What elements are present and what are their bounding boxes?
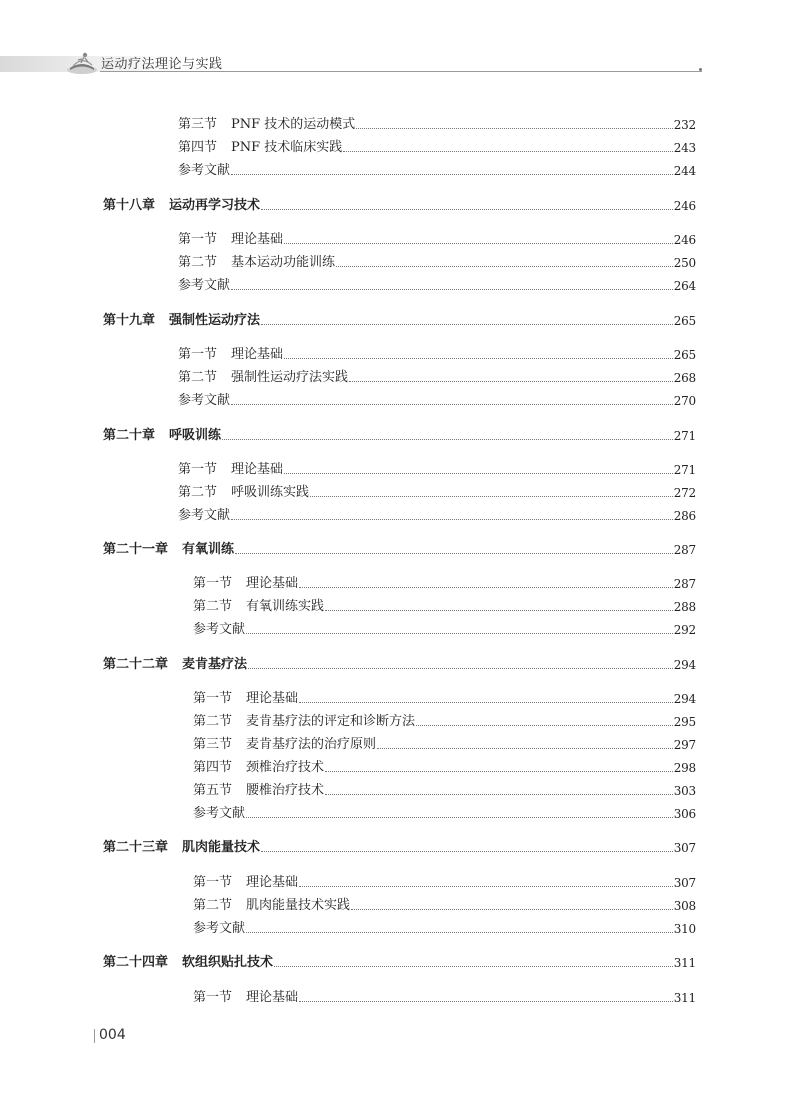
toc-page-number: 271 [673, 463, 696, 477]
dot-leader [235, 552, 673, 554]
toc-page-number: 232 [673, 118, 696, 132]
dot-leader [325, 770, 673, 772]
toc-label: 第二十一章 [103, 542, 169, 557]
toc-title: 软组织贴扎技术 [182, 955, 274, 970]
toc-page-number: 306 [673, 807, 696, 821]
toc-title: 基本运动功能训练 [231, 255, 336, 270]
toc-title: 麦肯基疗法 [182, 657, 248, 672]
toc-page-number: 287 [673, 577, 696, 591]
toc-references-row[interactable] [193, 802, 696, 822]
dot-leader [310, 495, 673, 497]
toc-section-row[interactable] [193, 710, 696, 730]
toc-title: PNF 技术的运动模式 [231, 117, 356, 132]
toc-page-number: 268 [673, 371, 696, 385]
toc-page-number: 246 [673, 233, 696, 247]
dot-leader [231, 173, 673, 175]
dot-leader [248, 667, 673, 669]
toc-section-row[interactable] [178, 481, 696, 501]
toc-title: 呼吸训练 [169, 428, 222, 443]
toc-chapter-row[interactable] [103, 653, 696, 673]
toc-label: 参考文献 [178, 163, 231, 178]
toc-section-row[interactable] [193, 733, 696, 753]
toc-label: 第二十章 [103, 428, 156, 443]
toc-label: 第四节 [193, 760, 233, 775]
footer-mark [94, 1029, 95, 1043]
toc-title: 麦肯基疗法的评定和诊断方法 [246, 714, 416, 729]
toc-section-row[interactable] [178, 136, 696, 156]
toc-title: 腰椎治疗技术 [246, 783, 325, 798]
toc-label: 参考文献 [178, 393, 231, 408]
dot-leader [349, 380, 673, 382]
toc-label: 第二十四章 [103, 955, 169, 970]
dot-leader [377, 747, 673, 749]
toc-page-number: 250 [673, 256, 696, 270]
toc-label: 第四节 [178, 140, 218, 155]
toc-section-row[interactable] [178, 113, 696, 133]
toc-section-row[interactable] [178, 228, 696, 248]
toc-label: 参考文献 [193, 921, 246, 936]
dot-leader [261, 323, 673, 325]
dot-leader [351, 908, 673, 910]
dot-leader [246, 931, 673, 933]
toc-title: 有氧训练 [182, 542, 235, 557]
dot-leader [222, 438, 673, 440]
dot-leader [284, 357, 673, 359]
toc-label: 第二节 [193, 714, 233, 729]
toc-page-number: 272 [673, 486, 696, 500]
toc-label: 第一节 [193, 576, 233, 591]
toc-page-number: 287 [673, 543, 696, 557]
toc-title: 理论基础 [246, 691, 299, 706]
toc-section-row[interactable] [193, 572, 696, 592]
toc-section-row[interactable] [193, 779, 696, 799]
toc-page-number: 292 [673, 623, 696, 637]
toc-chapter-row[interactable] [103, 309, 696, 329]
dot-leader [416, 724, 673, 726]
page-number: 004 [99, 1027, 126, 1043]
toc-page-number: 298 [673, 761, 696, 775]
toc-chapter-row[interactable] [103, 194, 696, 214]
toc-label: 第一节 [178, 347, 218, 362]
toc-label: 第二节 [193, 898, 233, 913]
dot-leader [231, 518, 673, 520]
dot-leader [246, 816, 673, 818]
toc-section-row[interactable] [193, 756, 696, 776]
toc-page-number: 286 [673, 509, 696, 523]
toc-label: 第一节 [193, 691, 233, 706]
toc-label: 第三节 [178, 117, 218, 132]
toc-references-row[interactable] [178, 159, 696, 179]
toc-title: 理论基础 [231, 462, 284, 477]
toc-title: PNF 技术临床实践 [231, 140, 343, 155]
toc-section-row[interactable] [178, 343, 696, 363]
toc-label: 第一节 [193, 875, 233, 890]
toc-page-number: 243 [673, 141, 696, 155]
dot-leader [299, 1000, 673, 1002]
toc-title: 肌肉能量技术实践 [246, 898, 351, 913]
dot-leader [299, 885, 673, 887]
dot-leader [299, 701, 673, 703]
toc-section-row[interactable] [193, 894, 696, 914]
toc-title: 肌肉能量技术 [182, 840, 261, 855]
toc-page-number: 265 [673, 314, 696, 328]
toc-label: 第二节 [178, 255, 218, 270]
toc-page-number: 246 [673, 199, 696, 213]
toc-section-row[interactable] [178, 251, 696, 271]
toc-title: 运动再学习技术 [169, 198, 261, 213]
toc-page-number: 288 [673, 600, 696, 614]
toc-chapter-row[interactable] [103, 424, 696, 444]
toc-title: 强制性运动疗法实践 [231, 370, 349, 385]
dot-leader [356, 127, 672, 129]
toc-page-number: 308 [673, 899, 696, 913]
toc-page-number: 303 [673, 784, 696, 798]
toc-page-number: 294 [673, 692, 696, 706]
toc-label: 第二节 [178, 485, 218, 500]
toc-page-number: 264 [673, 279, 696, 293]
toc-label: 第十九章 [103, 313, 156, 328]
toc-title: 理论基础 [246, 875, 299, 890]
dot-leader [231, 288, 673, 290]
toc-label: 参考文献 [178, 508, 231, 523]
toc-references-row[interactable] [178, 389, 696, 409]
toc-label: 第十八章 [103, 198, 156, 213]
toc-section-row[interactable] [193, 986, 696, 1006]
toc-page-number: 244 [673, 164, 696, 178]
dot-leader [299, 586, 673, 588]
toc-label: 第二节 [193, 599, 233, 614]
toc-label: 参考文献 [193, 622, 246, 637]
dot-leader [325, 609, 673, 611]
toc-title: 理论基础 [246, 576, 299, 591]
toc-page-number: 307 [673, 876, 696, 890]
toc-label: 第一节 [178, 462, 218, 477]
running-header-title: 运动疗法理论与实践 [101, 57, 223, 72]
toc-chapter-row[interactable] [103, 836, 696, 856]
toc-title: 理论基础 [231, 347, 284, 362]
toc-label: 第二十二章 [103, 657, 169, 672]
toc-label: 第二十三章 [103, 840, 169, 855]
toc-page-number: 311 [673, 956, 696, 970]
toc-section-row[interactable] [178, 458, 696, 478]
toc-references-row[interactable] [178, 504, 696, 524]
dot-leader [284, 242, 673, 244]
dot-leader [274, 965, 673, 967]
toc-title: 呼吸训练实践 [231, 485, 310, 500]
toc-references-row[interactable] [178, 274, 696, 294]
toc-label: 第一节 [178, 232, 218, 247]
toc-page-number: 265 [673, 348, 696, 362]
toc-page-number: 311 [673, 991, 696, 1005]
toc-page-number: 294 [673, 658, 696, 672]
toc-title: 有氧训练实践 [246, 599, 325, 614]
toc-label: 参考文献 [178, 278, 231, 293]
dot-leader [336, 265, 673, 267]
toc-section-row[interactable] [178, 366, 696, 386]
dot-leader [284, 472, 673, 474]
toc-section-row[interactable] [193, 595, 696, 615]
toc-page-number: 297 [673, 738, 696, 752]
dot-leader [231, 403, 673, 405]
toc-references-row[interactable] [193, 917, 696, 937]
toc-page-number: 307 [673, 841, 696, 855]
toc-label: 第三节 [193, 737, 233, 752]
toc-section-row[interactable] [193, 687, 696, 707]
toc-section-row[interactable] [193, 871, 696, 891]
dot-leader [261, 850, 673, 852]
toc-label: 第一节 [193, 990, 233, 1005]
toc-title: 理论基础 [231, 232, 284, 247]
toc-title: 理论基础 [246, 990, 299, 1005]
toc-title: 强制性运动疗法 [169, 313, 261, 328]
toc-page-number: 271 [673, 429, 696, 443]
toc-title: 麦肯基疗法的治疗原则 [246, 737, 377, 752]
dot-leader [246, 632, 673, 634]
toc-title: 颈椎治疗技术 [246, 760, 325, 775]
dot-leader [343, 150, 672, 152]
toc-label: 参考文献 [193, 806, 246, 821]
toc-page-number: 270 [673, 394, 696, 408]
toc-label: 第二节 [178, 370, 218, 385]
toc-chapter-row[interactable] [103, 538, 696, 558]
toc-chapter-row[interactable] [103, 951, 696, 971]
toc-page-number: 295 [673, 715, 696, 729]
toc-references-row[interactable] [193, 618, 696, 638]
toc-page-number: 310 [673, 922, 696, 936]
toc-label: 第五节 [193, 783, 233, 798]
dot-leader [261, 208, 673, 210]
dot-leader [325, 793, 673, 795]
